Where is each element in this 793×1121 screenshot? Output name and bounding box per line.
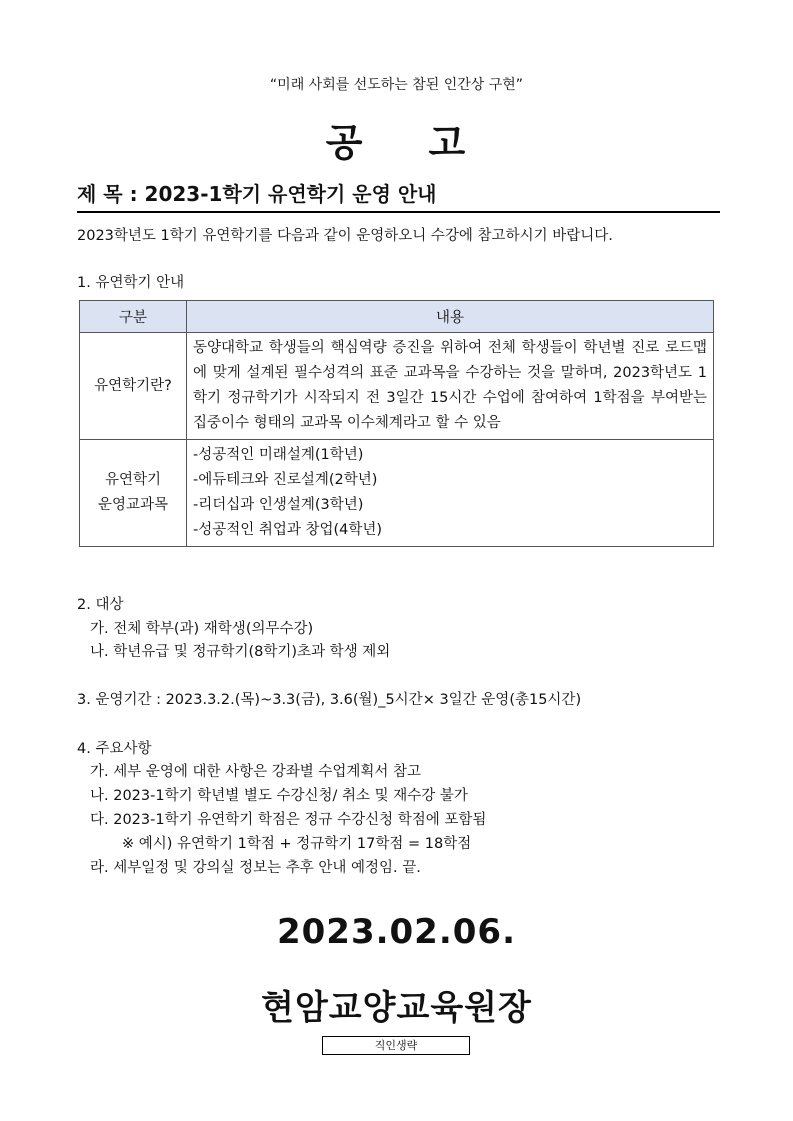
course-item: -에듀테크와 진로설계(2학년) [193,472,378,488]
notice-example-note: ※ 예시) 유연학기 1학점 + 정규학기 17학점 = 18학점 [122,836,472,852]
table-header-category: 구분 [80,301,187,333]
signer-title: 현암교양교육원장 [261,988,532,1028]
row-label-courses [80,440,187,547]
notice-item-d: 라. 세부일정 및 강의실 정보는 추후 안내 예정임. 끝. [90,860,421,876]
target-item: 가. 전체 학부(과) 재학생(의무수강) [90,621,314,637]
info-table [79,300,714,547]
target-item: 나. 학년유급 및 정규학기(8학기)초과 학생 제외 [90,644,391,660]
course-item: -성공적인 취업과 창업(4학년) [193,522,383,538]
title-char-1: 공 [325,121,365,165]
title-char-2: 고 [428,121,468,165]
issue-date: 2023.02.06. [276,912,516,952]
motto: “미래 사회를 선도하는 참된 인간상 구현” [269,77,524,93]
page-title [0,112,793,167]
notice-item-b: 나. 2023-1학기 학년별 별도 수강신청/ 취소 및 재수강 불가 [90,788,468,804]
table-row [80,333,714,440]
intro-text: 2023학년도 1학기 유연학기를 다음과 같이 운영하오니 수강에 참고하시기 바랍니다. [77,228,613,244]
row-content-courses [187,440,714,547]
section-3-period: 3. 운영기간 : 2023.3.2.(목)~3.3(금), 3.6(월)_5시간× 3일간 운영(총15시간) [77,692,582,708]
row-label-line: 유연학기 [104,472,162,488]
section-4-title: 4. 주요사항 [77,741,152,757]
notice-item-c: 다. 2023-1학기 유연학기 학점은 정규 수강신청 학점에 포함됨 [90,812,487,828]
row-content-definition: 동양대학교 학생들의 핵심역량 증진을 위하여 전체 학생들이 학년별 진로 로드맵에 맞게 설계된 필수성격의 표준 교과목을 수강하는 것을 말하며, 2023학년도 1학기 정규학기가 시작되지 전 3일간 15시간 수업에 참여하여 1학점을 부여받는 집중이수 형태의 교과목 이수체계라고 할 수 있음 [187,333,714,440]
course-item: -성공적인 미래설계(1학년) [193,447,364,463]
subject-line: 제 목 : 2023-1학기 유연학기 운영 안내 [77,178,720,213]
section-1-title: 1. 유연학기 안내 [77,275,185,291]
section-2-title: 2. 대상 [77,597,124,613]
row-label-line: 운영교과목 [97,497,169,513]
notice-item-a: 가. 세부 운영에 대한 사항은 강좌별 수업계획서 참고 [90,764,422,780]
seal-omitted-box: 직인생략 [322,1036,470,1055]
table-header-content: 내용 [187,301,714,333]
table-header-row [80,301,714,333]
row-label-definition: 유연학기란? [80,333,187,440]
table-row [80,440,714,547]
course-item: -리더십과 인생설계(3학년) [193,497,364,513]
